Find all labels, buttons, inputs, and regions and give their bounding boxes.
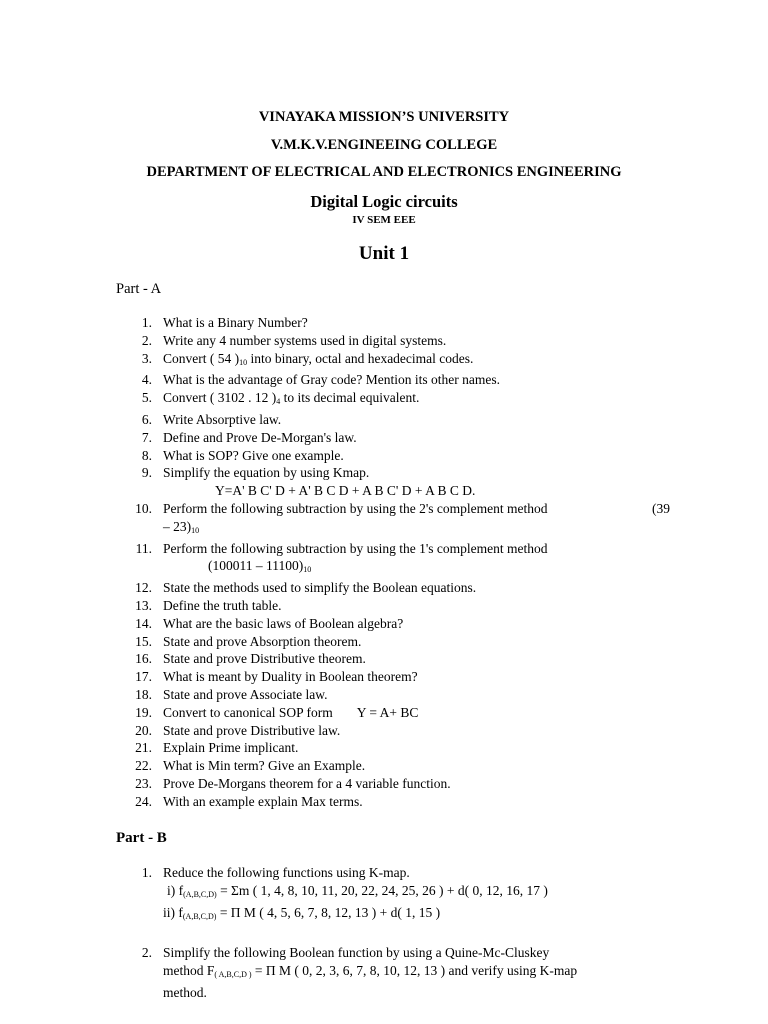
list-item: 22. What is Min term? Give an Example.: [135, 758, 366, 774]
list-item: 17. What is meant by Duality in Boolean theorem?: [135, 669, 418, 685]
question-text: into binary, octal and hexadecimal codes.: [247, 350, 474, 366]
question-text: Perform the following subtraction by using the 2's complement method: [163, 500, 548, 516]
question-formula: = Σm ( 1, 4, 8, 10, 11, 20, 22, 24, 25, 26 ) + d( 0, 12, 16, 17 ): [216, 883, 548, 898]
question-text: State the methods used to simplify the Boolean equations.: [163, 580, 477, 596]
semester-label: IV SEM EEE: [352, 214, 416, 226]
university-name: VINAYAKA MISSION’S UNIVERSITY: [258, 109, 510, 125]
list-item: 8. What is SOP? Give one example.: [141, 447, 344, 463]
list-item: 19. Convert to canonical SOP form Y = A+ BC: [135, 704, 419, 720]
question-text: ii) f: [163, 905, 183, 920]
question-text: Explain Prime implicant.: [163, 740, 299, 756]
list-item: 1. Reduce the following functions using K-map. i) $f_{(A,B,C,D)} = \Sigma m$ ( 1, 4, 8, 10, 11, 20, 22, 24, 25, 26 ) + d( 0, 12, 16, 17 ) ii) $f_{(A,B,C,D)} = \Pi$ M ( 4, 5, 6, 7, 8, 12, 13 ) + d( 1, 15 ): [141, 865, 548, 921]
list-item: 10. Perform the following subtraction by using the 2's complement method (39 – $23)_{10}$: [135, 500, 670, 535]
list-item: 9. Simplify the equation by using Kmap. Y=A' B C' D + A' B C D + A B C' D + A B C D.: [130, 464, 670, 500]
question-text: Convert ( 3102 . 12 ): [163, 390, 277, 406]
list-item: 7. Define and Prove De-Morgan's law.: [141, 429, 357, 445]
subscript: 4: [276, 397, 281, 407]
list-item: 18. State and prove Associate law.: [135, 686, 328, 702]
question-text: What are the basic laws of Boolean algebra?: [163, 615, 404, 631]
question-text: method.: [163, 985, 207, 1000]
list-item: 14. What are the basic laws of Boolean algebra?: [135, 615, 404, 631]
subscript: 10: [191, 525, 200, 535]
subscript: 10: [303, 565, 312, 575]
list-item: 2. Simplify the following Boolean function by using a Quine-Mc-Cluskey method $F_{( A,B,C,D )} = \Pi$ M ( 0, 2, 3, 6, 7, 8, 10, 12, 13 ) and verify using K-map method.: [130, 944, 642, 1002]
question-text: method F: [163, 963, 215, 978]
question-text: State and prove Associate law.: [163, 686, 328, 702]
part-a-question-list: [130, 314, 670, 811]
list-item: 21. Explain Prime implicant.: [135, 740, 299, 756]
list-item: 16. State and prove Distributive theorem.: [135, 651, 366, 667]
question-text: to its decimal equivalent.: [280, 390, 420, 406]
question-text: Define and Prove De-Morgan's law.: [163, 429, 357, 445]
list-item: 23. Prove De-Morgans theorem for a 4 variable function.: [135, 775, 451, 791]
question-text: – 23): [163, 518, 192, 534]
question-text: (39: [652, 500, 670, 516]
question-text: State and prove Absorption theorem.: [163, 633, 362, 649]
list-item: 3. Convert ( 54 )$_{10}$ into binary, octal and hexadecimal codes.: [141, 350, 474, 367]
department-name: DEPARTMENT OF ELECTRICAL AND ELECTRONICS ENGINEERING: [146, 164, 622, 180]
list-item: 11. Perform the following subtraction by using the 1's complement method $(100011 - 11100)_{10}$: [135, 540, 548, 575]
unit-heading: Unit 1: [358, 243, 410, 264]
list-item: 2. Write any 4 number systems used in digital systems.: [141, 332, 447, 348]
question-text: Reduce the following functions using K-map.: [163, 865, 410, 880]
question-text: With an example explain Max terms.: [163, 793, 363, 809]
list-item: 15. State and prove Absorption theorem.: [135, 633, 362, 649]
subscript: 10: [239, 357, 248, 367]
list-item: 24. With an example explain Max terms.: [135, 793, 363, 809]
question-text: i) f: [167, 883, 184, 898]
question-text: What is Min term? Give an Example.: [163, 758, 366, 774]
question-text: Simplify the equation by using Kmap.: [163, 465, 370, 481]
question-formula: = Π M ( 0, 2, 3, 6, 7, 8, 10, 12, 13 ) and verify using K-map: [251, 963, 578, 978]
question-text: State and prove Distributive theorem.: [163, 651, 366, 667]
list-item: 1. What is a Binary Number?: [141, 315, 308, 330]
part-b-question-list: [130, 864, 642, 1002]
question-text: Perform the following subtraction by using the 1's complement method: [163, 540, 548, 556]
question-text: What is SOP? Give one example.: [163, 447, 344, 463]
question-text: State and prove Distributive law.: [163, 722, 341, 738]
list-item: 20. State and prove Distributive law.: [135, 722, 341, 738]
college-name: V.M.K.V.ENGINEEING COLLEGE: [270, 137, 498, 153]
question-text: Write Absorptive law.: [163, 411, 282, 427]
question-text: (100011 – 11100): [208, 558, 304, 574]
subscript: (A,B,C,D): [183, 890, 217, 899]
list-item: 5. Convert ( 3102 . 12 )$_4$ to its decimal equivalent.: [141, 390, 420, 407]
part-a-heading: Part - A: [116, 281, 162, 297]
question-text: Write any 4 number systems used in digital systems.: [163, 332, 447, 348]
question-formula: = Π M ( 4, 5, 6, 7, 8, 12, 13 ) + d( 1, 15 ): [216, 905, 441, 920]
question-text: What is meant by Duality in Boolean theorem?: [163, 669, 418, 685]
list-item: 12. State the methods used to simplify the Boolean equations.: [135, 580, 477, 596]
question-formula: Y=A' B C' D + A' B C D + A B C' D + A B C D.: [215, 483, 476, 499]
subscript: ( A,B,C,D ): [214, 970, 252, 979]
question-formula: Y = A+ BC: [356, 704, 419, 720]
part-b-heading: Part - B: [116, 830, 167, 846]
list-item: 13. Define the truth table.: [135, 597, 282, 613]
question-text: Convert ( 54 ): [163, 350, 240, 366]
question-text: Simplify the following Boolean function by using a Quine-Mc-Cluskey: [163, 945, 550, 960]
subject-title: Digital Logic circuits: [310, 192, 458, 211]
question-text: What is the advantage of Gray code? Mention its other names.: [163, 372, 501, 388]
question-text: What is a Binary Number?: [163, 315, 308, 330]
question-text: Define the truth table.: [163, 597, 282, 613]
list-item: 6. Write Absorptive law.: [141, 411, 282, 427]
question-text: Convert to canonical SOP form: [163, 704, 333, 720]
subscript: (A,B,C,D): [182, 912, 217, 921]
list-item: 4. What is the advantage of Gray code? Mention its other names.: [141, 372, 501, 388]
question-text: Prove De-Morgans theorem for a 4 variable function.: [163, 775, 451, 791]
